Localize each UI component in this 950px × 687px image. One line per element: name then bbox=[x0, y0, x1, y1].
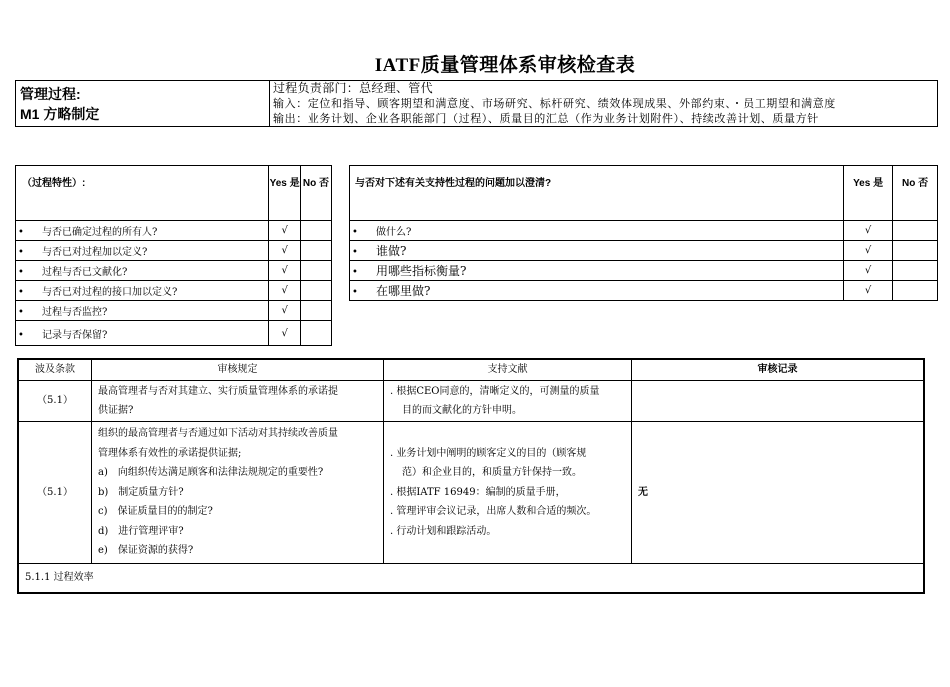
requirement-line: 组织的最高管理者与否通过如下活动对其持续改善质量 bbox=[98, 428, 338, 439]
list-item: • 记录与否保留? bbox=[16, 321, 269, 346]
table-row bbox=[350, 281, 938, 301]
yes-mark: √ bbox=[269, 241, 300, 261]
table-row bbox=[350, 261, 938, 281]
table-row bbox=[16, 221, 332, 241]
no-mark bbox=[893, 261, 938, 281]
no-mark bbox=[300, 261, 331, 281]
section-footer: 5.1.1 过程效率 bbox=[18, 563, 924, 593]
col-header-documents: 支持文献 bbox=[384, 359, 632, 381]
list-item: • 与否已对过程加以定义? bbox=[16, 241, 269, 261]
yes-mark: √ bbox=[269, 281, 300, 301]
yes-mark: √ bbox=[269, 301, 300, 321]
process-input: 输入：定位和指导、顾客期望和满意度、市场研究、标杆研究、绩效体现成果、外部约束、・员工期望和满意度 bbox=[273, 97, 836, 110]
no-header: No 否 bbox=[893, 166, 938, 221]
yes-mark: √ bbox=[844, 261, 893, 281]
clarify-header: 与否对下述有关支持性过程的问题加以澄清? bbox=[350, 166, 844, 221]
no-mark bbox=[893, 241, 938, 261]
no-mark bbox=[300, 321, 331, 346]
support-process-table bbox=[349, 165, 938, 301]
no-mark bbox=[300, 281, 331, 301]
yes-mark: √ bbox=[269, 261, 300, 281]
process-label: 管理过程: bbox=[20, 85, 81, 102]
table-row bbox=[16, 321, 332, 346]
clause-cell: （5.1） bbox=[18, 422, 92, 564]
document-line: . 管理评审会议记录，出席人数和合适的频次。 bbox=[390, 506, 597, 517]
col-header-clause: 波及条款 bbox=[18, 359, 92, 381]
yes-mark: √ bbox=[844, 241, 893, 261]
documents-cell bbox=[384, 422, 632, 564]
process-details-cell bbox=[270, 81, 938, 127]
document-line: . 行动计划和跟踪活动。 bbox=[390, 525, 497, 537]
document-line: . 根据CEO同意的，清晰定义的，可测量的质量 bbox=[390, 385, 600, 397]
table-row bbox=[16, 281, 332, 301]
list-item: • 过程与否监控? bbox=[16, 301, 269, 321]
yes-mark: √ bbox=[269, 321, 300, 346]
no-mark bbox=[300, 221, 331, 241]
no-mark bbox=[893, 221, 938, 241]
list-item: • 过程与否已文献化? bbox=[16, 261, 269, 281]
characteristics-header: （过程特性）: bbox=[16, 166, 269, 221]
process-characteristics-table bbox=[15, 165, 332, 346]
requirement-item: d) 进行管理评审? bbox=[98, 525, 184, 537]
process-output: 输出：业务计划、企业各职能部门（过程）、质量目的汇总（作为业务计划附件）、持续改善计划、质量方针 bbox=[273, 112, 819, 125]
col-header-record: 审核记录 bbox=[632, 359, 925, 381]
clause-cell: （5.1） bbox=[18, 381, 92, 422]
record-cell: 无 bbox=[632, 422, 925, 564]
requirement-line: 供证据? bbox=[98, 405, 134, 416]
table-row bbox=[18, 381, 924, 422]
document-line: . 业务计划中阐明的顾客定义的目的（顾客规 bbox=[390, 447, 587, 459]
document-line: 目的而文献化的方针申明。 bbox=[402, 405, 522, 416]
process-name: M1 方略制定 bbox=[20, 105, 100, 122]
table-row bbox=[350, 241, 938, 261]
requirement-item: e) 保证资源的获得? bbox=[98, 545, 194, 556]
requirement-cell bbox=[92, 422, 384, 564]
document-line: . 根据IATF 16949：编制的质量手册， bbox=[390, 486, 566, 498]
list-item: • 做什么? bbox=[350, 221, 844, 241]
process-header-table bbox=[15, 80, 938, 127]
table-row bbox=[16, 301, 332, 321]
requirement-item: b) 制定质量方针? bbox=[98, 486, 184, 498]
list-item: • 与否已对过程的接口加以定义? bbox=[16, 281, 269, 301]
no-mark bbox=[300, 241, 331, 261]
list-item: • 在哪里做? bbox=[350, 281, 844, 301]
table-row bbox=[18, 422, 924, 564]
yes-mark: √ bbox=[269, 221, 300, 241]
list-item: • 谁做? bbox=[350, 241, 844, 261]
requirement-line: 最高管理者与否对其建立、实行质量管理体系的承诺提 bbox=[98, 385, 338, 397]
table-row bbox=[16, 261, 332, 281]
list-item: • 用哪些指标衡量? bbox=[350, 261, 844, 281]
document-line: 范）和企业目的，和质量方针保持一致。 bbox=[402, 467, 582, 478]
requirement-line: 管理体系有效性的承诺提供证据; bbox=[98, 447, 242, 459]
requirement-item: c) 保证质量目的的制定? bbox=[98, 506, 213, 517]
yes-mark: √ bbox=[844, 281, 893, 301]
yes-header: Yes 是 bbox=[844, 166, 893, 221]
table-row bbox=[18, 563, 924, 593]
page-title: IATF质量管理体系审核检查表 bbox=[374, 55, 636, 76]
audit-table bbox=[17, 358, 925, 594]
col-header-requirement: 审核规定 bbox=[92, 359, 384, 381]
no-mark bbox=[893, 281, 938, 301]
process-owner: 过程负责部门：总经理、管代 bbox=[273, 81, 433, 95]
documents-cell bbox=[384, 381, 632, 422]
no-mark bbox=[300, 301, 331, 321]
requirement-item: a) 向组织传达满足顾客和法律法规规定的重要性? bbox=[98, 467, 324, 478]
no-header: No 否 bbox=[300, 166, 331, 221]
yes-mark: √ bbox=[844, 221, 893, 241]
table-row bbox=[350, 221, 938, 241]
process-name-cell bbox=[16, 81, 270, 127]
list-item: • 与否已确定过程的所有人? bbox=[16, 221, 269, 241]
record-cell bbox=[632, 381, 925, 422]
requirement-cell bbox=[92, 381, 384, 422]
yes-header: Yes 是 bbox=[269, 166, 300, 221]
table-row bbox=[16, 241, 332, 261]
